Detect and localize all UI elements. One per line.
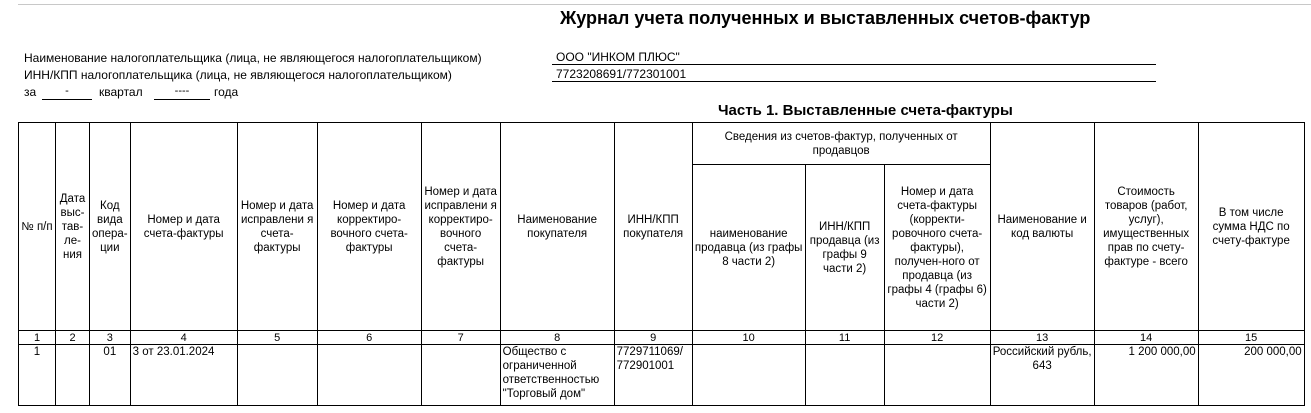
cell-adj-invoice (317, 345, 421, 406)
part-title: Часть 1. Выставленные счета-фактуры (718, 102, 1013, 119)
cell-vat: 200 000,00 (1198, 345, 1304, 406)
column-number: 13 (990, 331, 1094, 345)
cell-number: 1 (19, 345, 56, 406)
seller-group-header: Сведения из счетов-фактур, полученных от продавцов (692, 123, 990, 165)
taxpayer-inn-underline (552, 81, 1156, 82)
column-number: 14 (1094, 331, 1198, 345)
cell-buyer-inn: 7729711069/ 772901001 (614, 345, 692, 406)
header-cell: Номер и дата счета-фактуры (130, 123, 237, 331)
header-row-top (19, 123, 1305, 165)
cell-total: 1 200 000,00 (1094, 345, 1198, 406)
header-cell: Номер и дата счета-фактуры (корректи-ровочного счета-фактуры), получен-ного от продавца (из графы 4 (графы 6) части 2) (884, 165, 990, 331)
year-underline (154, 99, 210, 100)
invoice-journal-table (18, 122, 1305, 406)
cell-date (56, 345, 90, 406)
cell-adj-correction (421, 345, 500, 406)
column-number: 3 (90, 331, 131, 345)
year-label: года (214, 85, 239, 99)
column-number: 15 (1198, 331, 1304, 345)
header-cell: Стоимость товаров (работ, услуг), имущественных прав по счету-фактуре - всего (1094, 123, 1198, 331)
cell-seller (692, 345, 805, 406)
year-value: ---- (174, 85, 190, 97)
page-top-border (18, 4, 1311, 5)
header-cell: Код вида опера-ции (90, 123, 131, 331)
column-number: 10 (692, 331, 805, 345)
header-cell: Наименование и код валюты (990, 123, 1094, 331)
header-cell: наименование продавца (из графы 8 части 2) (692, 165, 805, 331)
column-number: 4 (130, 331, 237, 345)
header-cell: Дата выс-тав-ле-ния (56, 123, 90, 331)
journal-title: Журнал учета полученных и выставленных счетов-фактур (560, 8, 1091, 28)
cell-seller-invoice (884, 345, 990, 406)
header-cell: Номер и дата исправлени я счета-фактуры (237, 123, 317, 331)
table-row[interactable] (19, 345, 1305, 406)
column-number: 12 (884, 331, 990, 345)
header-cell: Номер и дата исправлени я корректиро-вочного счета-фактуры (421, 123, 500, 331)
taxpayer-name-value: ООО "ИНКОМ ПЛЮС" (556, 50, 680, 64)
quarter-label: квартал (99, 85, 143, 99)
column-number: 6 (317, 331, 421, 345)
cell-buyer: Общество с ограниченной ответственностью "Торговый дом" (500, 345, 614, 406)
column-number: 11 (805, 331, 884, 345)
quarter-value: - (65, 85, 69, 97)
column-number: 8 (500, 331, 614, 345)
taxpayer-name-underline (552, 64, 1156, 65)
cell-currency: Российский рубль, 643 (990, 345, 1094, 406)
taxpayer-name-label: Наименование налогоплательщика (лица, не являющегося налогоплательщиком) (24, 51, 482, 65)
header-cell: Номер и дата корректиро-вочного счета-фактуры (317, 123, 421, 331)
taxpayer-inn-value: 7723208691/772301001 (556, 67, 687, 81)
cell-correction (237, 345, 317, 406)
cell-invoice: 3 от 23.01.2024 (130, 345, 237, 406)
taxpayer-inn-label: ИНН/КПП налогоплательщика (лица, не являющегося налогоплательщиком) (24, 68, 452, 82)
header-cell: ИНН/КПП продавца (из графы 9 части 2) (805, 165, 884, 331)
header-cell: ИНН/КПП покупателя (614, 123, 692, 331)
column-number: 2 (56, 331, 90, 345)
quarter-underline (42, 99, 92, 100)
header-cell: Наименование покупателя (500, 123, 614, 331)
header-cell: В том числе сумма НДС по счету-фактуре (1198, 123, 1304, 331)
period-prefix: за (24, 85, 37, 99)
column-number: 1 (19, 331, 56, 345)
column-number-row (19, 331, 1305, 345)
cell-seller-inn (805, 345, 884, 406)
header-cell: № п/п (19, 123, 56, 331)
cell-op-code: 01 (90, 345, 131, 406)
column-number: 9 (614, 331, 692, 345)
column-number: 7 (421, 331, 500, 345)
column-number: 5 (237, 331, 317, 345)
